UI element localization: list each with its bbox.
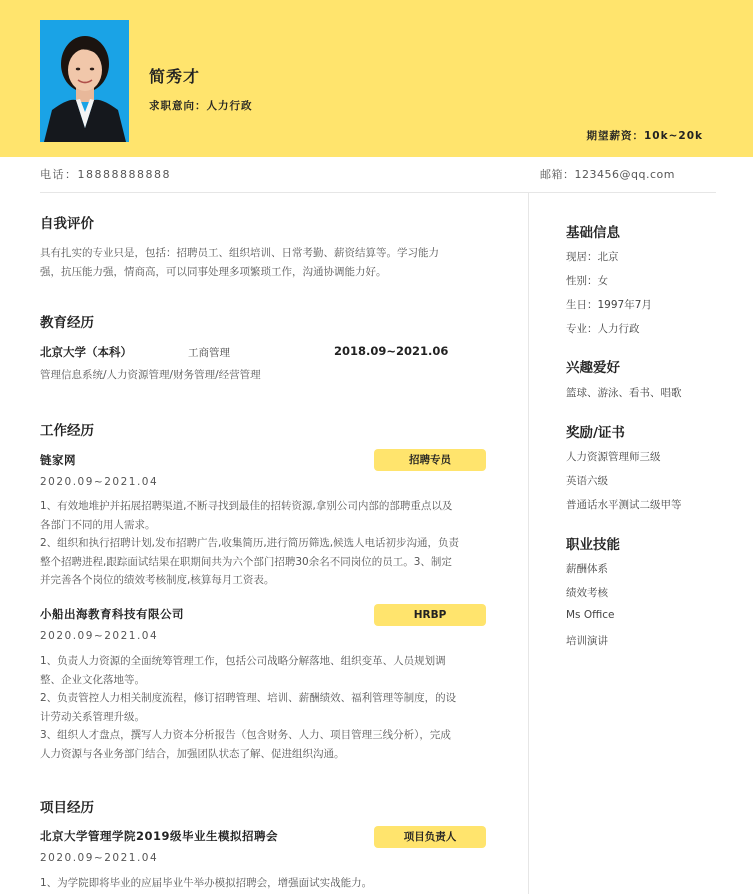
education-major: 工商管理 xyxy=(188,347,230,359)
job-description-line: 并完善各个岗位的绩效考核制度,核算每月工资表。 xyxy=(40,574,275,586)
job-position-tag: 招聘专员 xyxy=(374,449,486,471)
basic-info-item: 现居：北京 xyxy=(566,251,619,263)
self-eval-line: 强，抗压能力强，情商高，可以同事处理多项繁琐工作，沟通协调能力好。 xyxy=(40,265,387,278)
job-intent: 求职意向：人力行政 xyxy=(149,100,253,112)
skills-title: 职业技能 xyxy=(566,537,620,553)
job-description-line: 1、有效地堆护并拓展招聘渠道,不断寻找到最佳的招转资源,拿别公司内部的部聘重点以及 xyxy=(40,500,453,512)
job-description-line: 整、企业文化落地等。 xyxy=(40,673,145,686)
award-item: 普通话水平测试二级甲等 xyxy=(566,499,682,511)
award-item: 英语六级 xyxy=(566,475,608,487)
project-name: 北京大学管理学院2019级毕业生模拟招聘会 xyxy=(40,829,279,843)
job-description-line: 计劳动关系管理升级。 xyxy=(40,710,145,723)
project-period: 2020.09~2021.04 xyxy=(40,852,159,864)
resume-header xyxy=(0,0,753,157)
education-school: 北京大学（本科） xyxy=(40,345,132,359)
work-title: 工作经历 xyxy=(40,423,94,439)
profile-photo xyxy=(40,20,129,142)
job-description-line: 2、组织和执行招聘计划,发布招聘广告,收集简历,进行简历筛选,候选人电话初步沟通，负责 xyxy=(40,537,460,549)
job-position-tag: HRBP xyxy=(374,604,486,626)
job-description xyxy=(40,497,488,590)
job-description-line: 人力资源与各业务部门结合，加强团队状态了解、促进组织沟通。 xyxy=(40,747,345,760)
basic-info-item: 性别：女 xyxy=(566,275,608,287)
job-description-line: 各部门不同的用人需求。 xyxy=(40,518,156,531)
education-title: 教育经历 xyxy=(40,315,94,331)
job-description-line: 整个招聘进程,跟踪面试结果在职期间共为六个部门招聘30余名不同岗位的员工。3、制定 xyxy=(40,555,452,568)
hobbies-title: 兴趣爱好 xyxy=(566,360,620,376)
basic-info-item: 专业：人力行政 xyxy=(566,323,640,335)
education-period: 2018.09~2021.06 xyxy=(334,344,449,358)
job-description-line: 3、组织人才盘点，撰写人力资本分析报告（包含财务、人力、项目管理三线分析），完成 xyxy=(40,729,451,741)
skill-item: Ms Office xyxy=(566,609,615,621)
project-description xyxy=(40,874,488,893)
job-company: 链家网 xyxy=(40,453,76,467)
education-courses: 管理信息系统/人力资源管理/财务管理/经营管理 xyxy=(40,369,261,381)
expected-salary: 期望薪资：10k~20k xyxy=(586,130,703,142)
job-period: 2020.09~2021.04 xyxy=(40,630,159,642)
basic-info-title: 基础信息 xyxy=(566,225,620,241)
project-role-tag: 项目负责人 xyxy=(374,826,486,848)
job-description-line: 2、负责管控人力相关制度流程，修订招聘管理、培训、薪酬绩效、福利管理等制度，的设 xyxy=(40,692,457,704)
self-eval-title: 自我评价 xyxy=(40,216,94,232)
job-company: 小船出海教育科技有限公司 xyxy=(40,607,184,621)
hobbies-item: 篮球、游泳、看书、唱歌 xyxy=(566,387,682,399)
basic-info-item: 生日：1997年7月 xyxy=(566,299,652,311)
contact-divider xyxy=(40,192,716,193)
skill-item: 培训演讲 xyxy=(566,635,608,647)
self-eval-text xyxy=(40,244,488,281)
project-description-line: 1、为学院即将毕业的应届毕业牛举办模拟招聘会，增强面试实战能力。 xyxy=(40,877,373,889)
job-period: 2020.09~2021.04 xyxy=(40,476,159,488)
email-address: 邮箱：123456@qq.com xyxy=(540,168,675,181)
self-eval-line: 具有扎实的专业只是，包括：招聘员工、组织培训、日常考勤、薪资结算等。学习能力 xyxy=(40,247,439,259)
job-description xyxy=(40,652,488,763)
award-item: 人力资源管理师三级 xyxy=(566,451,661,463)
project-title: 项目经历 xyxy=(40,800,94,816)
candidate-name: 简秀才 xyxy=(149,67,201,86)
phone-number: 电话：18888888888 xyxy=(40,168,171,181)
skill-item: 绩效考核 xyxy=(566,587,608,599)
job-description-line: 1、负责人力资源的全面统筹管理工作，包括公司战略分解落地、组织变革、人员规划调 xyxy=(40,655,446,667)
skill-item: 薪酬体系 xyxy=(566,563,608,575)
awards-title: 奖励/证书 xyxy=(566,425,625,441)
column-divider xyxy=(528,193,529,894)
